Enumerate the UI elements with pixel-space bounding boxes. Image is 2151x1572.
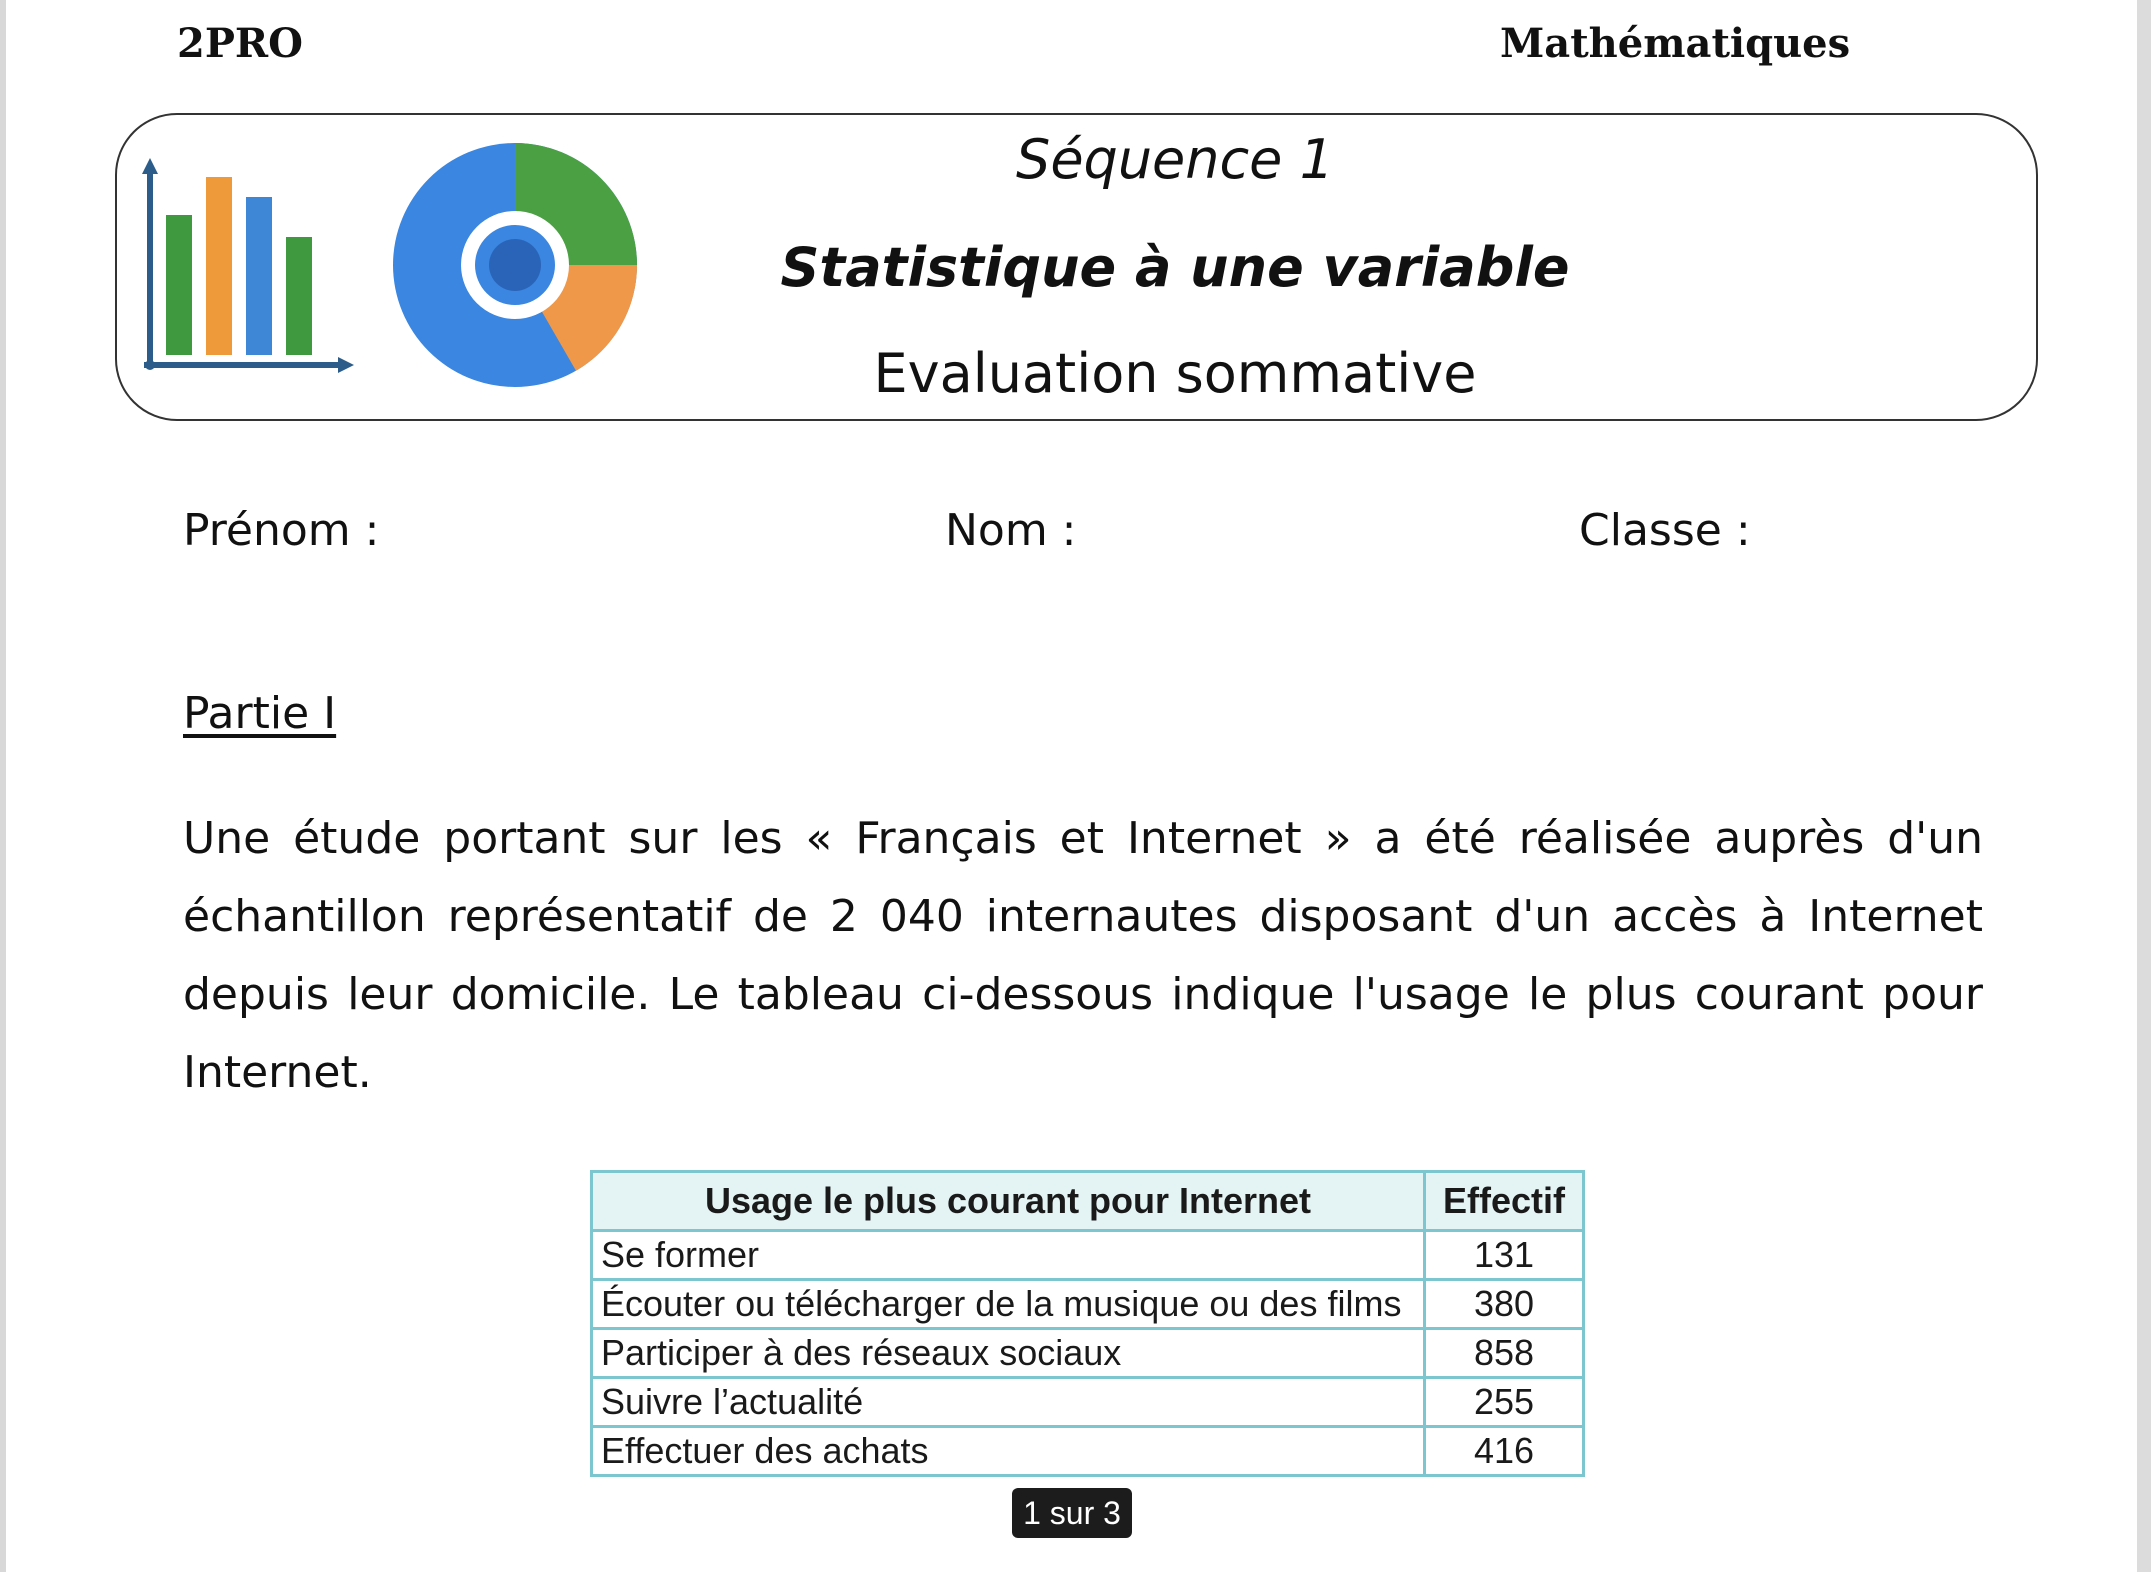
table-cell-effectif: 858 [1425,1329,1584,1378]
page-indicator: 1 sur 3 [1012,1488,1132,1538]
sequence-title: Séquence 1 [1016,128,1334,191]
nom-field-label: Nom : [945,505,1077,556]
table-cell-usage: Participer à des réseaux sociaux [592,1329,1425,1378]
scrollbar-track[interactable] [2137,0,2151,1572]
header-subject-label: Mathématiques [1500,20,1851,67]
table-cell-effectif: 416 [1425,1427,1584,1476]
table-cell-effectif: 380 [1425,1280,1584,1329]
table-cell-usage: Effectuer des achats [592,1427,1425,1476]
classe-field-label: Classe : [1579,505,1751,556]
usage-table [590,1170,1585,1477]
table-cell-usage: Écouter ou télécharger de la musique ou des films [592,1280,1425,1329]
table-header-usage: Usage le plus courant pour Internet [592,1172,1425,1231]
evaluation-title: Evaluation sommative [873,342,1477,405]
table-row [592,1378,1584,1427]
table-cell-effectif: 131 [1425,1231,1584,1280]
table-row [592,1231,1584,1280]
table-cell-usage: Se former [592,1231,1425,1280]
chapter-title: Statistique à une variable [780,236,1570,299]
table-header-row [592,1172,1584,1231]
donut-chart-icon [390,140,640,394]
table-cell-effectif: 255 [1425,1378,1584,1427]
intro-paragraph: Une étude portant sur les « Français et Internet » a été réalisée auprès d'un échantillon représentatif de 2 040 internautes disposant d'un accès à Internet depuis leur domicile. Le tableau ci-dessous indique l'usage le plus courant pour Internet. [183,813,1983,1098]
prenom-field-label: Prénom : [183,505,380,556]
table-header-effectif: Effectif [1425,1172,1584,1231]
table-row [592,1427,1584,1476]
header-class-label: 2PRO [177,20,303,67]
table-cell-usage: Suivre l’actualité [592,1378,1425,1427]
section-title: Partie I [183,688,337,739]
table-row [592,1280,1584,1329]
table-row [592,1329,1584,1378]
